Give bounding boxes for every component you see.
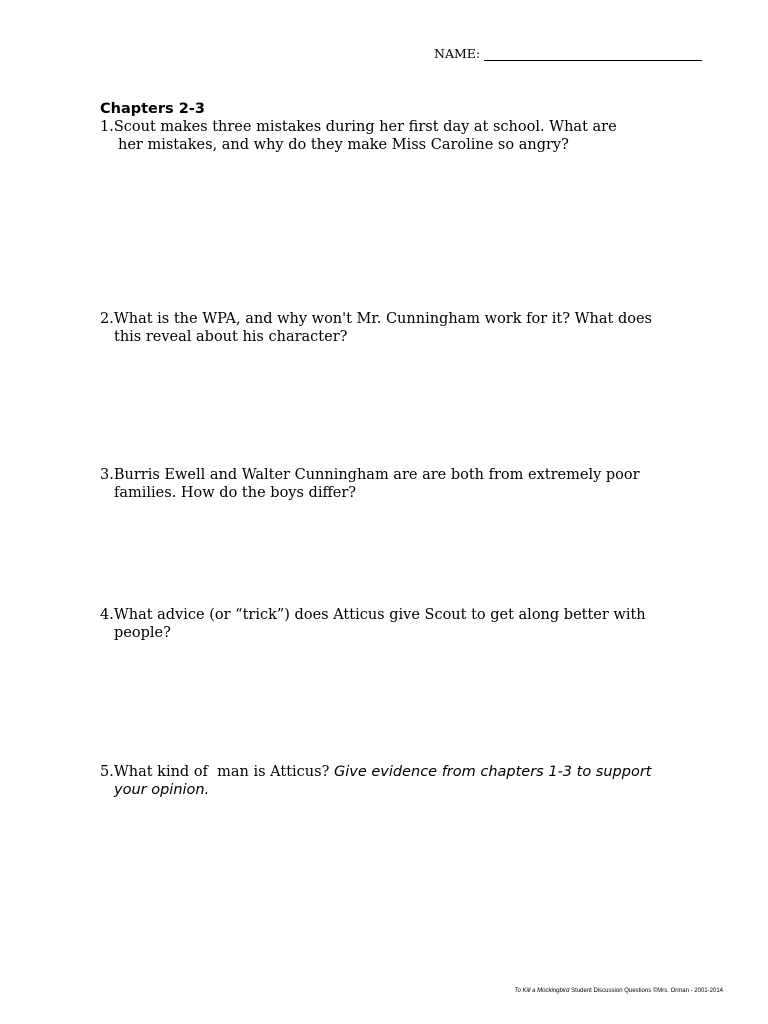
question-text-line1: What is the WPA, and why won't Mr. Cunningham work for it? What does	[113, 311, 652, 327]
question-1	[100, 118, 690, 154]
question-2	[100, 310, 690, 346]
footer-copyright	[514, 988, 723, 994]
footer-text: Student Discussion Questions ©Mrs. Orman - 2001-2014	[569, 988, 723, 994]
question-number: 5.	[100, 764, 114, 780]
name-blank-line[interactable]	[484, 46, 702, 61]
question-text-line1: What advice (or “trick”) does Atticus give Scout to get along better with	[113, 607, 646, 623]
question-text-line2: people?	[114, 625, 171, 641]
section-heading: Chapters 2-3	[100, 101, 205, 117]
footer-book-title: To Kill a Mockingbird	[514, 988, 570, 994]
question-4	[100, 606, 690, 642]
question-text-line1: What kind of man is Atticus?	[113, 764, 334, 780]
question-text-line2: her mistakes, and why do they make Miss Caroline so angry?	[118, 137, 569, 153]
question-number: 1.	[100, 119, 114, 135]
question-instruction-italic-line2: your opinion.	[114, 782, 210, 798]
name-field	[434, 46, 702, 61]
question-number: 4.	[100, 607, 114, 623]
question-text-line1: Scout makes three mistakes during her first day at school. What are	[113, 119, 617, 135]
question-text-line1: Burris Ewell and Walter Cunningham are are both from extremely poor	[113, 467, 640, 483]
question-number: 3.	[100, 467, 114, 483]
question-number: 2.	[100, 311, 114, 327]
question-instruction-italic: Give evidence from chapters 1-3 to support	[333, 764, 652, 780]
question-text-line2: this reveal about his character?	[114, 329, 348, 345]
question-text-line2: families. How do the boys differ?	[114, 485, 357, 501]
name-label: NAME:	[434, 46, 481, 61]
question-5	[100, 763, 690, 799]
question-3	[100, 466, 690, 502]
